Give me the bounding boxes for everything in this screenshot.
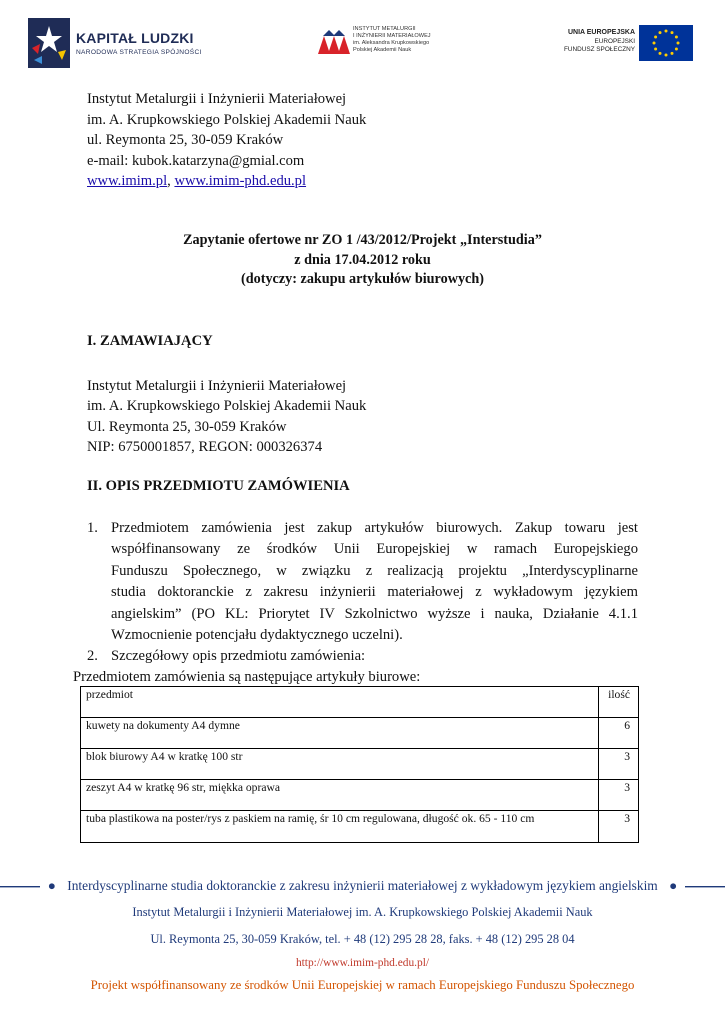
row-qty: 3 [599, 780, 639, 811]
imim-mark-icon [318, 30, 350, 54]
section-2-heading: II. OPIS PRZEDMIOTU ZAMÓWIENIA [87, 478, 350, 494]
title-line-3: (dotyczy: zakupu artykułów biurowych) [241, 271, 484, 287]
footer-project-name [0, 878, 725, 894]
link-separator: , [167, 173, 175, 190]
address-line-1: Instytut Metalurgii i Inżynierii Materiałowej [87, 91, 347, 107]
eu-line-2: EUROPEJSKI [594, 37, 635, 45]
address-links [87, 171, 366, 192]
imim-logo [318, 26, 448, 66]
eu-logo [545, 25, 695, 65]
footer-phone: tel. + 48 (12) 295 28 28, faks. + 48 (12) 295 28 04 [322, 932, 575, 946]
table-row [81, 718, 639, 749]
address-line-2: im. A. Krupkowskiego Polskiej Akademii Nauk [87, 111, 367, 128]
document-title [80, 231, 645, 290]
eu-line-1: UNIA EUROPEJSKA [567, 29, 635, 36]
imim-phd-link[interactable]: www.imim-phd.edu.pl [174, 173, 307, 190]
item-1-number: 1. [87, 520, 98, 536]
imim-text [353, 26, 431, 54]
zamawiajacy-block [87, 376, 366, 457]
item-2-number: 2. [87, 648, 98, 664]
item-1-line: Wzmocnienie potencjału dydaktycznego uczelni). [111, 626, 403, 643]
title-line-1: Zapytanie ofertowe nr ZO 1 /43/2012/Projekt „Interstudia” [183, 232, 542, 248]
footer-bullet-left-icon: ● [44, 878, 60, 893]
item-1-line: angielskim” (PO KL: Priorytet IV Szkolnictwo wyższe i nauka, Działanie 4.1.1 [111, 605, 638, 622]
header-item: przedmiot [81, 687, 599, 718]
table-header-row [81, 687, 639, 718]
kapital-ludzki-flag-icon [28, 18, 70, 68]
imim-line-4: Polskiej Akademii Nauk [353, 47, 412, 53]
footer-cofinancing: Projekt współfinansowany ze środków Unii Europejskiej w ramach Europejskiego Funduszu Społecznego [90, 978, 635, 992]
section-1-heading: I. ZAMAWIAJĄCY [87, 333, 213, 349]
imim-link[interactable]: www.imim.pl [87, 173, 168, 190]
zamawiajacy-line-1: Instytut Metalurgii i Inżynierii Materiałowej [87, 378, 347, 394]
eu-text [564, 29, 635, 55]
item-2-line: Szczegółowy opis przedmiotu zamówienia: [111, 648, 366, 664]
item-1-line: Przedmiotem zamówienia jest zakup artykułów biurowych. Zakup towaru jest [111, 520, 638, 536]
footer-url[interactable]: http://www.imim-phd.edu.pl/ [295, 957, 430, 969]
kapital-ludzki-subtitle: NARODOWA STRATEGIA SPÓJNOŚCI [76, 49, 202, 56]
kapital-ludzki-logo [28, 18, 228, 70]
kapital-ludzki-name: KAPITAŁ LUDZKI [76, 30, 194, 46]
item-1-line: współfinansowany ze środków Unii Europejskiej w ramach Europejskiego [111, 541, 638, 558]
table-row [81, 780, 639, 811]
zamawiajacy-line-2: im. A. Krupkowskiego Polskiej Akademii Nauk [87, 398, 367, 415]
row-qty: 6 [599, 718, 639, 749]
row-qty: 3 [599, 749, 639, 780]
items-intro: Przedmiotem zamówienia są następujące artykuły biurowe: [73, 669, 421, 685]
imim-line-2: I INŻYNIERII MATERIAŁOWEJ [353, 33, 431, 39]
footer-line-1: Interdyscyplinarne studia doktoranckie z zakresu inżynierii materiałowej z wykładowym językiem angielskim [63, 878, 661, 893]
item-1-text [111, 518, 638, 646]
item-2-text [111, 646, 638, 667]
eu-flag-icon [639, 25, 693, 61]
row-item: blok biurowy A4 w kratkę 100 str [81, 749, 599, 780]
footer-bullet-right-icon: ● [665, 878, 681, 893]
eu-line-3: FUNDUSZ SPOŁECZNY [563, 46, 635, 54]
title-line-2: z dnia 17.04.2012 roku [294, 251, 431, 268]
row-item: zeszyt A4 w kratkę 96 str, miękka oprawa [81, 780, 599, 811]
zamawiajacy-line-3: Ul. Reymonta 25, 30-059 Kraków [87, 418, 287, 435]
header-qty: ilość [599, 687, 639, 718]
imim-line-1: INSTYTUT METALURGII [353, 26, 416, 32]
imim-line-3: im. Aleksandra Krupkowskiego [353, 40, 430, 46]
footer-contact [0, 932, 725, 947]
table-row [81, 811, 639, 843]
row-qty: 3 [599, 811, 639, 843]
footer-address: Ul. Reymonta 25, 30-059 Kraków, [150, 932, 323, 946]
footer-institute: Instytut Metalurgii i Inżynierii Materiałowej im. A. Krupkowskiego Polskiej Akademii Nauk [132, 905, 593, 919]
address-block [87, 89, 366, 192]
items-table [80, 686, 639, 843]
address-email: e-mail: kubok.katarzyna@gmial.com [87, 152, 305, 169]
address-line-3: ul. Reymonta 25, 30-059 Kraków [87, 132, 284, 149]
table-row [81, 749, 639, 780]
row-item: tuba plastikowa na poster/rys z paskiem na ramię, śr 10 cm regulowana, długość ok. 65 - 110 cm [81, 811, 599, 843]
item-1-line: studia doktoranckie z zakresu inżynierii materiałowej z wykładowym językiem [111, 584, 638, 601]
zamawiajacy-line-4: NIP: 6750001857, REGON: 000326374 [87, 438, 323, 455]
item-1-line: Funduszu Społecznego, w związku z realizacją projektu „Interdyscyplinarne [111, 562, 638, 579]
row-item: kuwety na dokumenty A4 dymne [81, 718, 599, 749]
